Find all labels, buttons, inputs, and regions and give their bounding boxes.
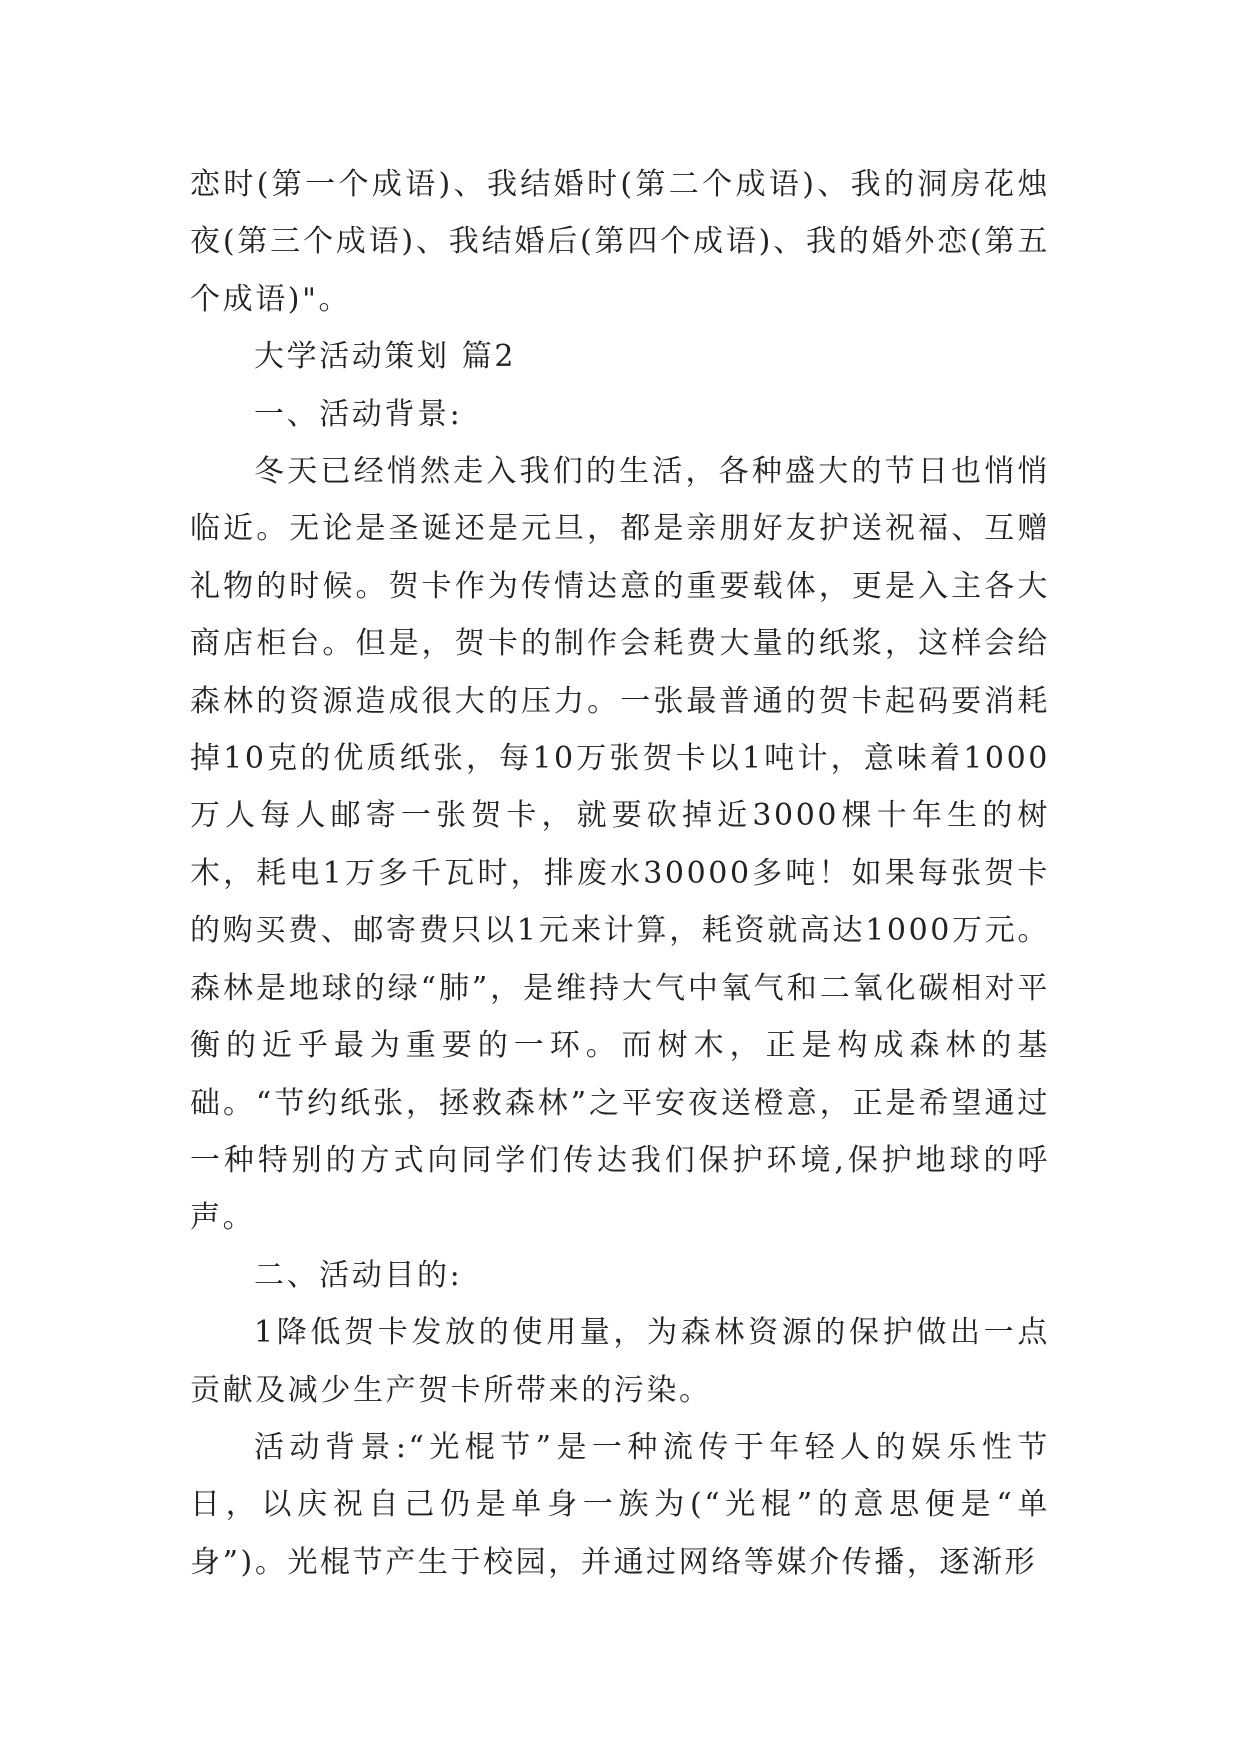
- heading-activity-background: 一、活动背景:: [254, 396, 463, 432]
- section-heading-plan-2: 大学活动策划 篇2: [254, 339, 517, 375]
- paragraph-marriage-idioms: 恋时(第一个成语)、我结婚时(第二个成语)、我的洞房花烛夜(第三个成语)、我结婚后(第四个成语)、我的婚外恋(第五个成语)"。: [190, 167, 1050, 317]
- paragraph-singles-day-background: 活动背景:“光棍节”是一种流传于年轻人的娱乐性节日，以庆祝自己仍是单身一族为(“光棍”的意思便是“单身”)。光棍节产生于校园，并通过网络等媒介传播，逐渐形: [190, 1429, 1050, 1580]
- paragraph-background-greeting-cards: 冬天已经悄然走入我们的生活，各种盛大的节日也悄悄临近。无论是圣诞还是元旦，都是亲朋好友护送祝福、互赠礼物的时候。贺卡作为传情达意的重要载体，更是入主各大商店柜台。但是，贺卡的制作会耗费大量的纸浆，这样会给森林的资源造成很大的压力。一张最普通的贺卡起码要消耗掉10克的优质纸张，每10万张贺卡以1吨计，意味着1000万人每人邮寄一张贺卡，就要砍掉近3000棵十年生的树木，耗电1万多千瓦时，排废水30000多吨！如果每张贺卡的购买费、邮寄费只以1元来计算，耗资就高达1000万元。森林是地球的绿“肺”，是维持大气中氧气和二氧化碳相对平衡的近乎最为重要的一环。而树木，正是构成森林的基础。“节约纸张，拯救森林”之平安夜送橙意，正是希望通过一种特别的方式向同学们传达我们保护环境,保护地球的呼声。: [190, 454, 1050, 1236]
- document-body: [190, 156, 1050, 1591]
- heading-activity-purpose: 二、活动目的:: [254, 1257, 463, 1293]
- paragraph-purpose-1: 1降低贺卡发放的使用量，为森林资源的保护做出一点贡献及减少生产贺卡所带来的污染。: [190, 1315, 1050, 1408]
